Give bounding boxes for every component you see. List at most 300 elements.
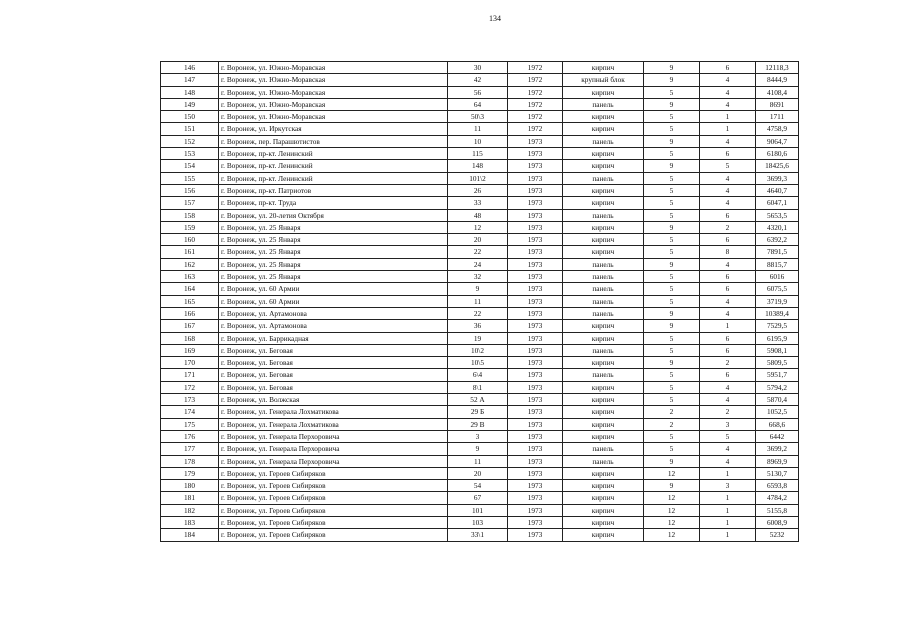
- entrances-cell: 1: [700, 467, 756, 479]
- address-cell: г. Воронеж, ул. Героев Сибиряков: [219, 529, 448, 541]
- floors-cell: 12: [644, 529, 700, 541]
- table-row: [161, 467, 799, 479]
- floors-cell: 12: [644, 492, 700, 504]
- area-cell: 4758,9: [756, 123, 799, 135]
- year-built-cell: 1973: [508, 443, 563, 455]
- address-cell: г. Воронеж, ул. 25 Января: [219, 221, 448, 233]
- entrances-cell: 3: [700, 480, 756, 492]
- address-cell: г. Воронеж, ул. Беговая: [219, 381, 448, 393]
- row-number-cell: 160: [161, 234, 219, 246]
- house-number-cell: 24: [448, 258, 508, 270]
- wall-material-cell: кирпич: [563, 197, 644, 209]
- entrances-cell: 6: [700, 209, 756, 221]
- address-cell: г. Воронеж, ул. 60 Армии: [219, 295, 448, 307]
- row-number-cell: 146: [161, 62, 219, 74]
- year-built-cell: 1973: [508, 271, 563, 283]
- house-number-cell: 20: [448, 467, 508, 479]
- wall-material-cell: кирпич: [563, 394, 644, 406]
- house-number-cell: 101: [448, 504, 508, 516]
- entrances-cell: 6: [700, 148, 756, 160]
- house-number-cell: 12: [448, 221, 508, 233]
- area-cell: 6392,2: [756, 234, 799, 246]
- year-built-cell: 1972: [508, 111, 563, 123]
- row-number-cell: 174: [161, 406, 219, 418]
- wall-material-cell: кирпич: [563, 86, 644, 98]
- entrances-cell: 1: [700, 123, 756, 135]
- area-cell: 5908,1: [756, 344, 799, 356]
- area-cell: 5870,4: [756, 394, 799, 406]
- year-built-cell: 1973: [508, 504, 563, 516]
- address-cell: г. Воронеж, ул. Героев Сибиряков: [219, 504, 448, 516]
- year-built-cell: 1973: [508, 381, 563, 393]
- entrances-cell: 8: [700, 246, 756, 258]
- year-built-cell: 1973: [508, 221, 563, 233]
- floors-cell: 5: [644, 111, 700, 123]
- row-number-cell: 149: [161, 98, 219, 110]
- entrances-cell: 4: [700, 172, 756, 184]
- entrances-cell: 4: [700, 197, 756, 209]
- table-row: [161, 111, 799, 123]
- wall-material-cell: панель: [563, 172, 644, 184]
- house-number-cell: 22: [448, 307, 508, 319]
- area-cell: 8969,9: [756, 455, 799, 467]
- year-built-cell: 1973: [508, 430, 563, 442]
- wall-material-cell: панель: [563, 135, 644, 147]
- entrances-cell: 3: [700, 418, 756, 430]
- wall-material-cell: кирпич: [563, 467, 644, 479]
- wall-material-cell: панель: [563, 283, 644, 295]
- floors-cell: 5: [644, 283, 700, 295]
- house-number-cell: 48: [448, 209, 508, 221]
- house-number-cell: 50\3: [448, 111, 508, 123]
- row-number-cell: 167: [161, 320, 219, 332]
- row-number-cell: 154: [161, 160, 219, 172]
- floors-cell: 5: [644, 197, 700, 209]
- area-cell: 8691: [756, 98, 799, 110]
- wall-material-cell: кирпич: [563, 332, 644, 344]
- floors-cell: 9: [644, 320, 700, 332]
- area-cell: 668,6: [756, 418, 799, 430]
- year-built-cell: 1973: [508, 135, 563, 147]
- entrances-cell: 1: [700, 516, 756, 528]
- area-cell: 4320,1: [756, 221, 799, 233]
- year-built-cell: 1973: [508, 184, 563, 196]
- wall-material-cell: кирпич: [563, 234, 644, 246]
- table-row: [161, 529, 799, 541]
- house-number-cell: 26: [448, 184, 508, 196]
- address-cell: г. Воронеж, ул. Героев Сибиряков: [219, 480, 448, 492]
- table-row: [161, 344, 799, 356]
- floors-cell: 5: [644, 381, 700, 393]
- area-cell: 6442: [756, 430, 799, 442]
- area-cell: 6075,5: [756, 283, 799, 295]
- area-cell: 10389,4: [756, 307, 799, 319]
- floors-cell: 5: [644, 344, 700, 356]
- floors-cell: 5: [644, 430, 700, 442]
- area-cell: 5794,2: [756, 381, 799, 393]
- address-cell: г. Воронеж, пр-кт. Ленинский: [219, 160, 448, 172]
- table-row: [161, 123, 799, 135]
- area-cell: 18425,6: [756, 160, 799, 172]
- row-number-cell: 148: [161, 86, 219, 98]
- house-number-cell: 33\1: [448, 529, 508, 541]
- area-cell: 6180,6: [756, 148, 799, 160]
- wall-material-cell: кирпич: [563, 529, 644, 541]
- area-cell: 1052,5: [756, 406, 799, 418]
- row-number-cell: 177: [161, 443, 219, 455]
- row-number-cell: 153: [161, 148, 219, 160]
- year-built-cell: 1973: [508, 172, 563, 184]
- address-cell: г. Воронеж, ул. Генерала Перхоровича: [219, 430, 448, 442]
- row-number-cell: 147: [161, 74, 219, 86]
- table-row: [161, 135, 799, 147]
- area-cell: 5155,8: [756, 504, 799, 516]
- housing-registry-table: [160, 61, 799, 542]
- year-built-cell: 1973: [508, 529, 563, 541]
- house-number-cell: 22: [448, 246, 508, 258]
- wall-material-cell: панель: [563, 307, 644, 319]
- entrances-cell: 1: [700, 529, 756, 541]
- row-number-cell: 184: [161, 529, 219, 541]
- floors-cell: 5: [644, 209, 700, 221]
- floors-cell: 2: [644, 406, 700, 418]
- table-row: [161, 443, 799, 455]
- row-number-cell: 182: [161, 504, 219, 516]
- house-number-cell: 11: [448, 295, 508, 307]
- entrances-cell: 4: [700, 443, 756, 455]
- year-built-cell: 1972: [508, 123, 563, 135]
- row-number-cell: 168: [161, 332, 219, 344]
- address-cell: г. Воронеж, пр-кт. Труда: [219, 197, 448, 209]
- row-number-cell: 181: [161, 492, 219, 504]
- year-built-cell: 1973: [508, 209, 563, 221]
- year-built-cell: 1973: [508, 357, 563, 369]
- house-number-cell: 11: [448, 455, 508, 467]
- address-cell: г. Воронеж, ул. Волжская: [219, 394, 448, 406]
- house-number-cell: 54: [448, 480, 508, 492]
- house-number-cell: 67: [448, 492, 508, 504]
- house-number-cell: 10: [448, 135, 508, 147]
- year-built-cell: 1973: [508, 332, 563, 344]
- house-number-cell: 56: [448, 86, 508, 98]
- area-cell: 3699,3: [756, 172, 799, 184]
- row-number-cell: 156: [161, 184, 219, 196]
- table-row: [161, 369, 799, 381]
- wall-material-cell: панель: [563, 455, 644, 467]
- address-cell: г. Воронеж, ул. Героев Сибиряков: [219, 492, 448, 504]
- floors-cell: 9: [644, 357, 700, 369]
- floors-cell: 5: [644, 184, 700, 196]
- floors-cell: 9: [644, 307, 700, 319]
- area-cell: 12118,3: [756, 62, 799, 74]
- house-number-cell: 6\4: [448, 369, 508, 381]
- table-row: [161, 480, 799, 492]
- entrances-cell: 4: [700, 86, 756, 98]
- table-row: [161, 184, 799, 196]
- row-number-cell: 152: [161, 135, 219, 147]
- house-number-cell: 10\5: [448, 357, 508, 369]
- house-number-cell: 9: [448, 443, 508, 455]
- entrances-cell: 1: [700, 492, 756, 504]
- table-row: [161, 394, 799, 406]
- address-cell: г. Воронеж, пр-кт. Ленинский: [219, 172, 448, 184]
- registry-table-body: [161, 62, 799, 542]
- row-number-cell: 165: [161, 295, 219, 307]
- wall-material-cell: панель: [563, 344, 644, 356]
- table-row: [161, 504, 799, 516]
- address-cell: г. Воронеж, пр-кт. Патриотов: [219, 184, 448, 196]
- table-row: [161, 283, 799, 295]
- wall-material-cell: кирпич: [563, 221, 644, 233]
- wall-material-cell: кирпич: [563, 184, 644, 196]
- row-number-cell: 175: [161, 418, 219, 430]
- entrances-cell: 2: [700, 221, 756, 233]
- row-number-cell: 162: [161, 258, 219, 270]
- address-cell: г. Воронеж, ул. Южно-Моравская: [219, 98, 448, 110]
- house-number-cell: 19: [448, 332, 508, 344]
- floors-cell: 2: [644, 418, 700, 430]
- house-number-cell: 148: [448, 160, 508, 172]
- floors-cell: 5: [644, 123, 700, 135]
- row-number-cell: 171: [161, 369, 219, 381]
- table-row: [161, 172, 799, 184]
- floors-cell: 9: [644, 258, 700, 270]
- house-number-cell: 3: [448, 430, 508, 442]
- house-number-cell: 52 А: [448, 394, 508, 406]
- entrances-cell: 2: [700, 406, 756, 418]
- table-row: [161, 455, 799, 467]
- floors-cell: 5: [644, 369, 700, 381]
- year-built-cell: 1973: [508, 197, 563, 209]
- table-row: [161, 86, 799, 98]
- table-row: [161, 418, 799, 430]
- address-cell: г. Воронеж, ул. Южно-Моравская: [219, 62, 448, 74]
- entrances-cell: 6: [700, 344, 756, 356]
- house-number-cell: 42: [448, 74, 508, 86]
- address-cell: г. Воронеж, ул. Беговая: [219, 369, 448, 381]
- address-cell: г. Воронеж, ул. Баррикадная: [219, 332, 448, 344]
- row-number-cell: 172: [161, 381, 219, 393]
- entrances-cell: 6: [700, 369, 756, 381]
- wall-material-cell: панель: [563, 258, 644, 270]
- wall-material-cell: кирпич: [563, 160, 644, 172]
- table-row: [161, 246, 799, 258]
- table-row: [161, 234, 799, 246]
- floors-cell: 5: [644, 332, 700, 344]
- table-row: [161, 295, 799, 307]
- entrances-cell: 1: [700, 320, 756, 332]
- entrances-cell: 5: [700, 430, 756, 442]
- wall-material-cell: кирпич: [563, 148, 644, 160]
- floors-cell: 5: [644, 443, 700, 455]
- floors-cell: 12: [644, 467, 700, 479]
- year-built-cell: 1973: [508, 344, 563, 356]
- floors-cell: 9: [644, 455, 700, 467]
- row-number-cell: 166: [161, 307, 219, 319]
- table-row: [161, 148, 799, 160]
- house-number-cell: 115: [448, 148, 508, 160]
- entrances-cell: 4: [700, 135, 756, 147]
- year-built-cell: 1973: [508, 148, 563, 160]
- wall-material-cell: кирпич: [563, 246, 644, 258]
- year-built-cell: 1973: [508, 369, 563, 381]
- house-number-cell: 20: [448, 234, 508, 246]
- area-cell: 6593,8: [756, 480, 799, 492]
- entrances-cell: 4: [700, 258, 756, 270]
- table-row: [161, 320, 799, 332]
- table-row: [161, 430, 799, 442]
- address-cell: г. Воронеж, ул. 25 Января: [219, 234, 448, 246]
- wall-material-cell: панель: [563, 295, 644, 307]
- area-cell: 3719,9: [756, 295, 799, 307]
- area-cell: 4108,4: [756, 86, 799, 98]
- floors-cell: 12: [644, 504, 700, 516]
- year-built-cell: 1972: [508, 62, 563, 74]
- wall-material-cell: кирпич: [563, 406, 644, 418]
- floors-cell: 9: [644, 74, 700, 86]
- floors-cell: 5: [644, 234, 700, 246]
- address-cell: г. Воронеж, ул. Героев Сибиряков: [219, 516, 448, 528]
- area-cell: 5809,5: [756, 357, 799, 369]
- address-cell: г. Воронеж, ул. Генерала Перхоровича: [219, 455, 448, 467]
- address-cell: г. Воронеж, ул. Генерала Перхоровича: [219, 443, 448, 455]
- wall-material-cell: панель: [563, 271, 644, 283]
- table-row: [161, 381, 799, 393]
- address-cell: г. Воронеж, ул. 25 Января: [219, 271, 448, 283]
- row-number-cell: 150: [161, 111, 219, 123]
- floors-cell: 12: [644, 516, 700, 528]
- wall-material-cell: кирпич: [563, 111, 644, 123]
- floors-cell: 5: [644, 172, 700, 184]
- table-row: [161, 62, 799, 74]
- year-built-cell: 1973: [508, 406, 563, 418]
- house-number-cell: 32: [448, 271, 508, 283]
- address-cell: г. Воронеж, ул. Беговая: [219, 344, 448, 356]
- table-row: [161, 160, 799, 172]
- address-cell: г. Воронеж, пер. Парашютистов: [219, 135, 448, 147]
- table-row: [161, 209, 799, 221]
- floors-cell: 9: [644, 160, 700, 172]
- address-cell: г. Воронеж, ул. Генерала Лохматикова: [219, 406, 448, 418]
- year-built-cell: 1973: [508, 234, 563, 246]
- year-built-cell: 1973: [508, 295, 563, 307]
- year-built-cell: 1973: [508, 160, 563, 172]
- wall-material-cell: кирпич: [563, 357, 644, 369]
- entrances-cell: 2: [700, 357, 756, 369]
- year-built-cell: 1973: [508, 320, 563, 332]
- address-cell: г. Воронеж, ул. Артамонова: [219, 320, 448, 332]
- floors-cell: 9: [644, 135, 700, 147]
- row-number-cell: 155: [161, 172, 219, 184]
- area-cell: 8815,7: [756, 258, 799, 270]
- entrances-cell: 4: [700, 74, 756, 86]
- wall-material-cell: панель: [563, 369, 644, 381]
- address-cell: г. Воронеж, ул. Генерала Лохматикова: [219, 418, 448, 430]
- table-row: [161, 98, 799, 110]
- year-built-cell: 1973: [508, 258, 563, 270]
- year-built-cell: 1973: [508, 480, 563, 492]
- house-number-cell: 101\2: [448, 172, 508, 184]
- entrances-cell: 1: [700, 504, 756, 516]
- floors-cell: 5: [644, 271, 700, 283]
- row-number-cell: 159: [161, 221, 219, 233]
- table-row: [161, 492, 799, 504]
- address-cell: г. Воронеж, ул. Героев Сибиряков: [219, 467, 448, 479]
- wall-material-cell: кирпич: [563, 418, 644, 430]
- wall-material-cell: панель: [563, 209, 644, 221]
- house-number-cell: 64: [448, 98, 508, 110]
- floors-cell: 5: [644, 394, 700, 406]
- row-number-cell: 180: [161, 480, 219, 492]
- year-built-cell: 1973: [508, 283, 563, 295]
- area-cell: 4640,7: [756, 184, 799, 196]
- address-cell: г. Воронеж, ул. Иркутская: [219, 123, 448, 135]
- row-number-cell: 173: [161, 394, 219, 406]
- table-row: [161, 197, 799, 209]
- entrances-cell: 4: [700, 98, 756, 110]
- entrances-cell: 6: [700, 62, 756, 74]
- area-cell: 8444,9: [756, 74, 799, 86]
- area-cell: 1711: [756, 111, 799, 123]
- wall-material-cell: кирпич: [563, 504, 644, 516]
- table-row: [161, 221, 799, 233]
- floors-cell: 5: [644, 295, 700, 307]
- address-cell: г. Воронеж, ул. 25 Января: [219, 258, 448, 270]
- table-row: [161, 258, 799, 270]
- wall-material-cell: кирпич: [563, 480, 644, 492]
- table-row: [161, 74, 799, 86]
- address-cell: г. Воронеж, ул. Южно-Моравская: [219, 74, 448, 86]
- address-cell: г. Воронеж, ул. Южно-Моравская: [219, 111, 448, 123]
- area-cell: 5951,7: [756, 369, 799, 381]
- house-number-cell: 10\2: [448, 344, 508, 356]
- row-number-cell: 157: [161, 197, 219, 209]
- year-built-cell: 1973: [508, 307, 563, 319]
- entrances-cell: 5: [700, 160, 756, 172]
- entrances-cell: 4: [700, 381, 756, 393]
- year-built-cell: 1973: [508, 455, 563, 467]
- area-cell: 5653,5: [756, 209, 799, 221]
- entrances-cell: 6: [700, 283, 756, 295]
- floors-cell: 9: [644, 480, 700, 492]
- wall-material-cell: кирпич: [563, 320, 644, 332]
- area-cell: 5130,7: [756, 467, 799, 479]
- wall-material-cell: кирпич: [563, 62, 644, 74]
- floors-cell: 5: [644, 246, 700, 258]
- row-number-cell: 170: [161, 357, 219, 369]
- table-row: [161, 516, 799, 528]
- address-cell: г. Воронеж, ул. 60 Армии: [219, 283, 448, 295]
- year-built-cell: 1972: [508, 86, 563, 98]
- year-built-cell: 1973: [508, 467, 563, 479]
- year-built-cell: 1972: [508, 98, 563, 110]
- house-number-cell: 29 Б: [448, 406, 508, 418]
- table-row: [161, 307, 799, 319]
- row-number-cell: 176: [161, 430, 219, 442]
- table-row: [161, 332, 799, 344]
- area-cell: 3699,2: [756, 443, 799, 455]
- area-cell: 6016: [756, 271, 799, 283]
- row-number-cell: 151: [161, 123, 219, 135]
- area-cell: 7891,5: [756, 246, 799, 258]
- row-number-cell: 163: [161, 271, 219, 283]
- floors-cell: 9: [644, 62, 700, 74]
- address-cell: г. Воронеж, ул. Артамонова: [219, 307, 448, 319]
- table-row: [161, 357, 799, 369]
- house-number-cell: 103: [448, 516, 508, 528]
- year-built-cell: 1973: [508, 418, 563, 430]
- house-number-cell: 8\1: [448, 381, 508, 393]
